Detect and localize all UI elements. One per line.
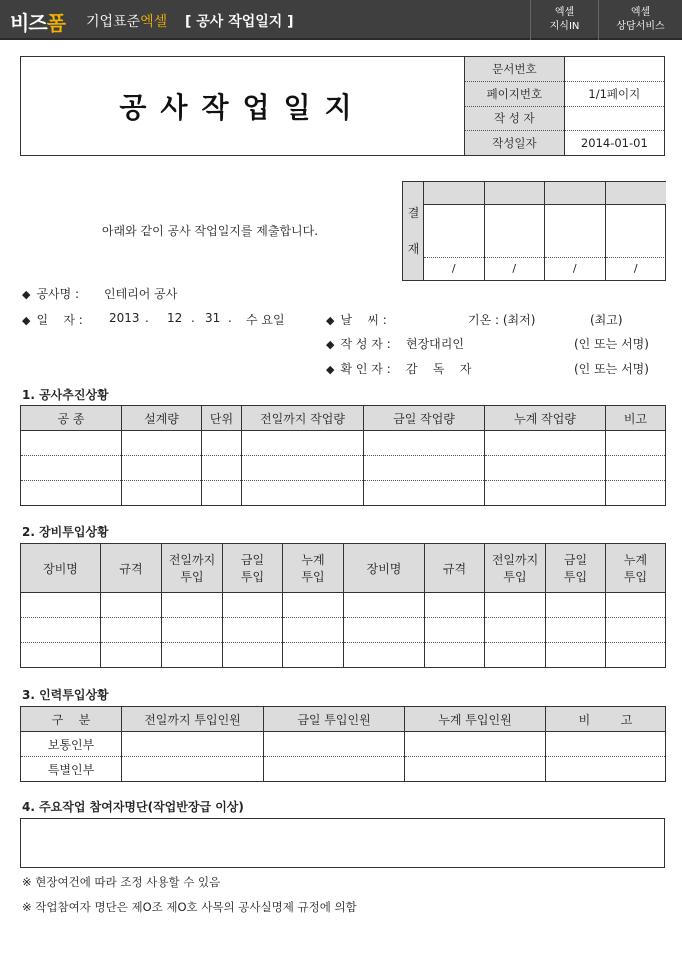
section-1-title: 1. 공사추진상황 xyxy=(22,388,109,402)
meta-label: 페이지번호 xyxy=(465,82,565,107)
table-header-row xyxy=(21,544,666,593)
approval-sign-cell[interactable] xyxy=(545,205,605,258)
table-cell[interactable] xyxy=(606,481,666,506)
table-header-cell: 금일 투입 xyxy=(546,544,606,593)
top-bar xyxy=(0,0,682,40)
date-dot: . xyxy=(228,311,232,325)
table-cell[interactable] xyxy=(606,618,666,643)
approval-sign-cell[interactable] xyxy=(424,205,484,258)
project-name-value[interactable]: 인테리어 공사 xyxy=(104,287,178,301)
footnote: ※ 작업참여자 명단은 제O조 제O호 사목의 공사실명제 규정에 의함 xyxy=(22,900,357,914)
table-header-cell: 공 종 xyxy=(21,406,122,431)
construction-progress-table xyxy=(20,405,666,506)
table-header-cell: 규격 xyxy=(101,544,162,593)
table-cell[interactable] xyxy=(546,643,606,668)
table-cell[interactable] xyxy=(162,593,223,618)
approval-title-cell[interactable] xyxy=(606,182,667,205)
table-cell[interactable] xyxy=(546,593,606,618)
logo-text: 비즈 xyxy=(10,11,47,35)
logo-accent-text: 폼 xyxy=(46,11,65,35)
approval-label xyxy=(403,182,424,280)
document-meta-table xyxy=(464,57,664,155)
table-cell[interactable] xyxy=(344,618,425,643)
approval-label-bottom: 재 xyxy=(407,242,420,256)
meta-label: 작성일자 xyxy=(465,131,565,156)
table-header-cell: 금일 투입 xyxy=(223,544,283,593)
diamond-bullet-icon: ◆ xyxy=(22,314,31,327)
table-cell[interactable] xyxy=(223,618,283,643)
confirmer-line xyxy=(326,360,391,377)
table-cell[interactable] xyxy=(264,757,405,782)
table-cell[interactable] xyxy=(223,593,283,618)
table-cell[interactable] xyxy=(21,643,101,668)
footnote: ※ 현장여건에 따라 조정 사용할 수 있음 xyxy=(22,875,221,889)
table-cell[interactable] xyxy=(101,593,162,618)
weather-label: 날 씨 : xyxy=(340,313,387,327)
table-row xyxy=(21,481,666,506)
table-cell[interactable] xyxy=(485,431,606,456)
table-header-cell: 전일까지 투입 xyxy=(162,544,223,593)
table-header-cell: 단위 xyxy=(202,406,242,431)
table-cell[interactable] xyxy=(202,456,242,481)
table-cell[interactable] xyxy=(283,593,344,618)
table-header-cell: 비고 xyxy=(606,406,666,431)
temperature-min[interactable]: 기온 : (최저) xyxy=(468,313,536,327)
participant-list-box[interactable] xyxy=(20,818,665,868)
approval-column xyxy=(545,182,606,280)
approval-column xyxy=(485,182,546,280)
table-header-cell: 규격 xyxy=(425,544,485,593)
approval-date-cell[interactable]: / xyxy=(633,262,638,275)
table-cell[interactable] xyxy=(546,732,666,757)
date-dot: . xyxy=(191,311,195,325)
meta-row xyxy=(465,106,665,131)
table-cell[interactable] xyxy=(546,757,666,782)
meta-row xyxy=(465,131,665,156)
table-row xyxy=(21,618,666,643)
table-cell[interactable] xyxy=(122,431,202,456)
table-header-cell: 장비명 xyxy=(344,544,425,593)
table-cell[interactable] xyxy=(202,481,242,506)
table-cell[interactable] xyxy=(425,593,485,618)
project-name-line xyxy=(22,285,79,302)
table-cell[interactable] xyxy=(405,732,546,757)
table-cell[interactable] xyxy=(101,618,162,643)
table-cell[interactable] xyxy=(223,643,283,668)
table-header-cell: 전일까지 작업량 xyxy=(242,406,364,431)
approval-label-top: 결 xyxy=(407,206,420,220)
brand-suffix: 엑셀 xyxy=(140,14,168,30)
diamond-bullet-icon: ◆ xyxy=(22,288,31,301)
approval-sign-cell[interactable] xyxy=(606,205,667,258)
approval-date-cell[interactable]: / xyxy=(572,262,577,275)
project-label: 공사명 : xyxy=(36,287,80,301)
row-label: 보통인부 xyxy=(21,732,122,757)
writer-label: 작 성 자 : xyxy=(340,337,391,351)
table-cell[interactable] xyxy=(405,757,546,782)
table-cell[interactable] xyxy=(606,456,666,481)
confirmer-sign-note: (인 또는 서명) xyxy=(574,362,649,376)
excel-consulting-button[interactable] xyxy=(598,0,682,40)
date-dot: . xyxy=(145,311,149,325)
diamond-bullet-icon: ◆ xyxy=(326,338,335,351)
weekday[interactable]: 수 요일 xyxy=(246,313,285,327)
table-cell[interactable] xyxy=(344,643,425,668)
table-cell[interactable] xyxy=(364,431,485,456)
brand-label xyxy=(86,11,167,31)
brand-prefix: 기업표준 xyxy=(86,14,141,30)
section-3-title: 3. 인력투입상황 xyxy=(22,688,109,702)
table-cell[interactable] xyxy=(283,618,344,643)
table-header-row xyxy=(21,707,666,732)
table-cell[interactable] xyxy=(122,757,264,782)
diamond-bullet-icon: ◆ xyxy=(326,314,335,327)
table-cell[interactable] xyxy=(425,643,485,668)
table-cell[interactable] xyxy=(21,431,122,456)
table-row xyxy=(21,593,666,618)
table-cell[interactable] xyxy=(21,481,122,506)
table-header-cell: 전일까지 투입 xyxy=(485,544,546,593)
button-line: 엑셀 xyxy=(630,7,651,18)
meta-row xyxy=(465,57,665,82)
row-label: 특별인부 xyxy=(47,762,95,777)
table-header-cell: 누계 투입 xyxy=(283,544,344,593)
table-header-cell: 누계 투입인원 xyxy=(405,707,546,732)
approval-sign-cell[interactable] xyxy=(485,205,545,258)
table-row xyxy=(21,431,666,456)
table-cell[interactable] xyxy=(364,481,485,506)
table-header-cell: 구 분 xyxy=(21,707,122,732)
meta-value[interactable] xyxy=(564,106,664,131)
table-header-cell: 금일 작업량 xyxy=(364,406,485,431)
title-block xyxy=(20,56,665,156)
approval-title-cell[interactable] xyxy=(424,182,484,205)
approval-column xyxy=(424,182,485,280)
table-header-cell: 금일 투입인원 xyxy=(264,707,405,732)
writer-sign-note: (인 또는 서명) xyxy=(574,337,649,351)
writer-value[interactable]: 현장대리인 xyxy=(406,337,464,351)
section-2-title: 2. 장비투입상황 xyxy=(22,525,109,539)
table-cell[interactable] xyxy=(122,732,264,757)
table-header-cell: 비 고 xyxy=(546,707,666,732)
table-cell[interactable] xyxy=(485,481,606,506)
table-cell[interactable] xyxy=(344,593,425,618)
table-cell[interactable] xyxy=(162,618,223,643)
meta-row xyxy=(465,82,665,107)
table-cell[interactable] xyxy=(242,431,364,456)
table-cell[interactable] xyxy=(485,593,546,618)
table-cell[interactable] xyxy=(364,456,485,481)
table-header-cell: 설계량 xyxy=(122,406,202,431)
approval-column xyxy=(606,182,667,280)
table-cell[interactable] xyxy=(546,618,606,643)
date-month[interactable]: 12 xyxy=(167,311,183,325)
table-cell[interactable] xyxy=(122,481,202,506)
table-cell[interactable] xyxy=(425,618,485,643)
table-cell[interactable] xyxy=(162,643,223,668)
date-year[interactable]: 2013 xyxy=(109,311,140,325)
confirmer-label: 확 인 자 : xyxy=(340,362,391,376)
table-header-cell: 전일까지 투입인원 xyxy=(122,707,264,732)
table-cell[interactable] xyxy=(283,643,344,668)
approval-date-cell[interactable]: / xyxy=(512,262,517,275)
approval-date-cell[interactable]: / xyxy=(451,262,456,275)
button-line: 상담서비스 xyxy=(616,21,665,32)
table-row xyxy=(21,643,666,668)
equipment-input-table xyxy=(20,543,666,668)
table-cell[interactable] xyxy=(606,643,666,668)
excel-knowledge-button[interactable] xyxy=(530,0,598,40)
diamond-bullet-icon: ◆ xyxy=(326,363,335,376)
document-tag: [ 공사 작업일지 ] xyxy=(185,14,294,30)
meta-label: 작 성 자 xyxy=(465,106,565,131)
table-row xyxy=(21,757,666,782)
table-header-cell: 누계 작업량 xyxy=(485,406,606,431)
table-cell[interactable] xyxy=(21,456,122,481)
button-line: 지식IN xyxy=(549,21,580,32)
approval-box xyxy=(402,181,666,281)
table-cell[interactable] xyxy=(606,431,666,456)
section-4-title: 4. 주요작업 참여자명단(작업반장급 이상) xyxy=(22,800,244,814)
meta-label: 문서번호 xyxy=(465,57,565,82)
table-cell[interactable] xyxy=(242,481,364,506)
table-cell[interactable] xyxy=(101,643,162,668)
table-cell[interactable] xyxy=(122,456,202,481)
table-cell[interactable] xyxy=(202,431,242,456)
table-cell[interactable] xyxy=(264,732,405,757)
table-header-row xyxy=(21,406,666,431)
button-line: 엑셀 xyxy=(554,7,575,18)
meta-value[interactable]: 1/1페이지 xyxy=(564,82,664,107)
table-cell[interactable] xyxy=(485,456,606,481)
temperature-max[interactable]: (최고) xyxy=(590,313,623,327)
table-cell[interactable] xyxy=(606,593,666,618)
submit-statement: 아래와 같이 공사 작업일지를 제출합니다. xyxy=(101,224,319,238)
manpower-input-table xyxy=(20,706,666,782)
meta-value[interactable]: 2014-01-01 xyxy=(564,131,664,156)
table-cell[interactable] xyxy=(485,618,546,643)
date-line xyxy=(22,311,83,328)
writer-line xyxy=(326,335,391,352)
weather-line xyxy=(326,311,387,328)
date-label: 일 자 : xyxy=(36,313,83,327)
bizform-logo[interactable] xyxy=(10,7,65,36)
table-cell[interactable] xyxy=(21,593,101,618)
table-cell[interactable] xyxy=(242,456,364,481)
table-row xyxy=(21,456,666,481)
approval-title-cell[interactable] xyxy=(485,182,545,205)
confirmer-value[interactable]: 감 독 자 xyxy=(406,362,472,376)
document-title: 공사작업일지 xyxy=(119,91,366,124)
date-day[interactable]: 31 xyxy=(205,311,221,325)
table-header-cell: 장비명 xyxy=(21,544,101,593)
table-cell[interactable] xyxy=(21,618,101,643)
meta-value[interactable] xyxy=(564,57,664,82)
table-header-cell: 누계 투입 xyxy=(606,544,666,593)
table-row xyxy=(21,732,666,757)
approval-title-cell[interactable] xyxy=(545,182,605,205)
table-cell[interactable] xyxy=(485,643,546,668)
